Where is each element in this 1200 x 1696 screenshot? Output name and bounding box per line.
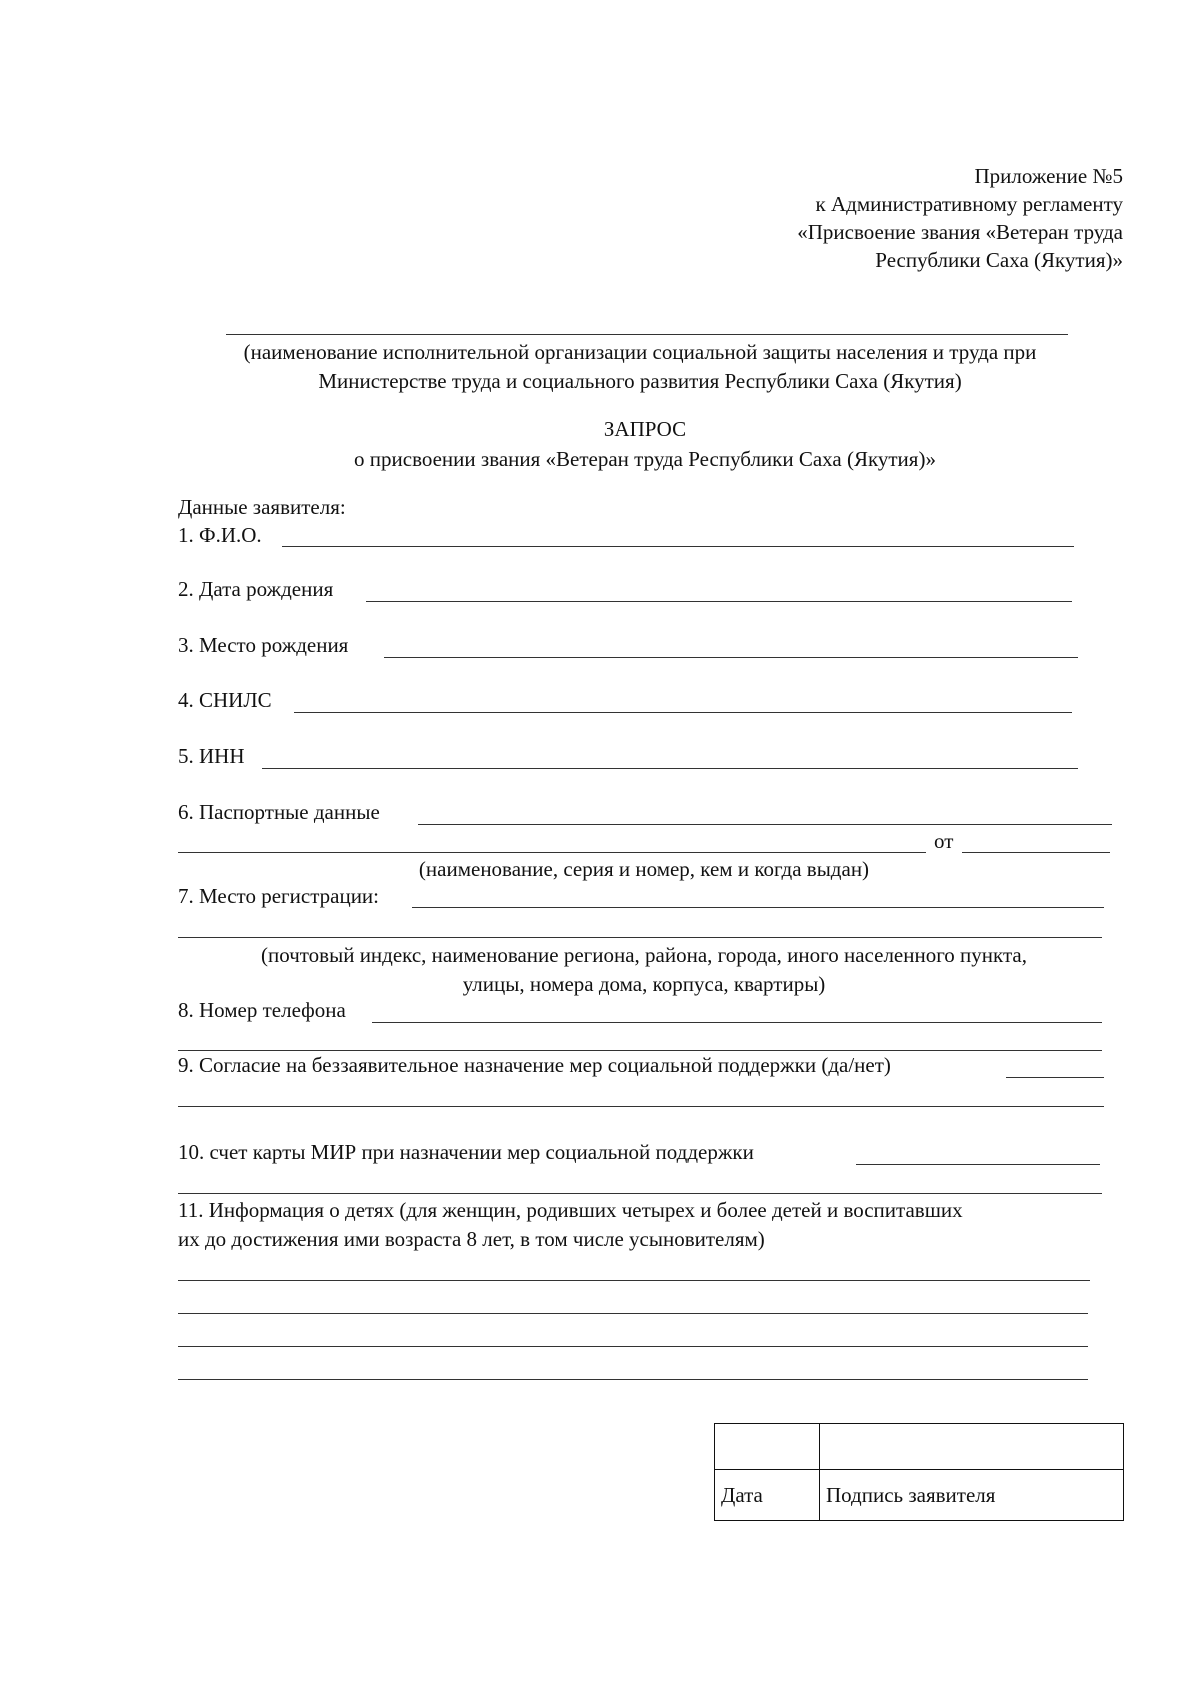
children-field-line-3[interactable]: [178, 1346, 1088, 1347]
appendix-service-name: «Присвоение звания «Ветеран труда: [797, 220, 1123, 244]
registration-field-line-1[interactable]: [412, 907, 1104, 908]
document-subtitle: о присвоении звания «Ветеран труда Республики Саха (Якутия)»: [354, 447, 936, 471]
snils-label: 4. СНИЛС: [178, 688, 272, 712]
appendix-number: Приложение №5: [974, 164, 1123, 188]
inn-field-line[interactable]: [262, 768, 1078, 769]
children-field-line-2[interactable]: [178, 1313, 1088, 1314]
org-caption-line1: (наименование исполнительной организации социальной защиты населения и труда при: [243, 340, 1037, 364]
consent-label: 9. Согласие на беззаявительное назначение мер социальной поддержки (да/нет): [178, 1053, 891, 1077]
children-field-line-1[interactable]: [178, 1280, 1090, 1281]
passport-date-field-line[interactable]: [962, 852, 1110, 853]
passport-label: 6. Паспортные данные: [178, 800, 380, 824]
appendix-header: [797, 162, 1123, 274]
signature-input-cell[interactable]: [820, 1424, 1124, 1470]
org-name-field-line[interactable]: [226, 334, 1068, 335]
children-info-line2: их до достижения ими возраста 8 лет, в том числе усыновителям): [178, 1227, 765, 1251]
org-caption-line2: Министерстве труда и социального развития Республики Саха (Якутия): [318, 369, 962, 393]
appendix-service-name-cont: Республики Саха (Якутия)»: [875, 248, 1123, 272]
children-info-label: [178, 1196, 963, 1254]
registration-hint-line2: улицы, номера дома, корпуса, квартиры): [462, 972, 826, 996]
inn-label: 5. ИНН: [178, 744, 245, 768]
phone-field-line-2[interactable]: [178, 1050, 1102, 1051]
passport-field-line-2[interactable]: [178, 852, 926, 853]
birth-date-field-line[interactable]: [366, 601, 1072, 602]
birth-place-field-line[interactable]: [384, 657, 1078, 658]
registration-hint-line1: (почтовый индекс, наименование региона, района, города, иного населенного пункта,: [261, 943, 1027, 967]
children-info-line1: 11. Информация о детях (для женщин, родивших четырех и более детей и воспитавших: [178, 1198, 963, 1222]
passport-hint: (наименование, серия и номер, кем и когда выдан): [418, 857, 870, 881]
passport-field-line-1[interactable]: [418, 824, 1112, 825]
date-input-cell[interactable]: [715, 1424, 820, 1470]
signature-table: [714, 1423, 1124, 1521]
mir-field-line-1[interactable]: [856, 1164, 1100, 1165]
date-label: Дата: [715, 1470, 820, 1521]
fio-field-line[interactable]: [282, 546, 1074, 547]
fio-label: 1. Ф.И.О.: [178, 523, 262, 547]
mir-label: 10. счет карты МИР при назначении мер социальной поддержки: [178, 1140, 754, 1164]
appendix-reference: к Административному регламенту: [815, 192, 1123, 216]
snils-field-line[interactable]: [294, 712, 1072, 713]
passport-from-label: от: [934, 829, 954, 853]
registration-label: 7. Место регистрации:: [178, 884, 380, 908]
org-caption: [160, 338, 1120, 396]
children-field-line-4[interactable]: [178, 1379, 1088, 1380]
consent-field-line-2[interactable]: [178, 1106, 1104, 1107]
phone-field-line-1[interactable]: [372, 1022, 1102, 1023]
birth-place-label: 3. Место рождения: [178, 633, 349, 657]
registration-field-line-2[interactable]: [178, 937, 1102, 938]
consent-field-line-1[interactable]: [1006, 1077, 1104, 1078]
applicant-heading: Данные заявителя:: [178, 495, 346, 519]
signature-label-row: [715, 1470, 1124, 1521]
signature-input-row: [715, 1424, 1124, 1470]
phone-label: 8. Номер телефона: [178, 998, 346, 1022]
document-title: ЗАПРОС: [603, 417, 687, 441]
birth-date-label: 2. Дата рождения: [178, 577, 334, 601]
registration-hint: [178, 941, 1110, 999]
mir-field-line-2[interactable]: [178, 1193, 1102, 1194]
signature-label: Подпись заявителя: [820, 1470, 1124, 1521]
